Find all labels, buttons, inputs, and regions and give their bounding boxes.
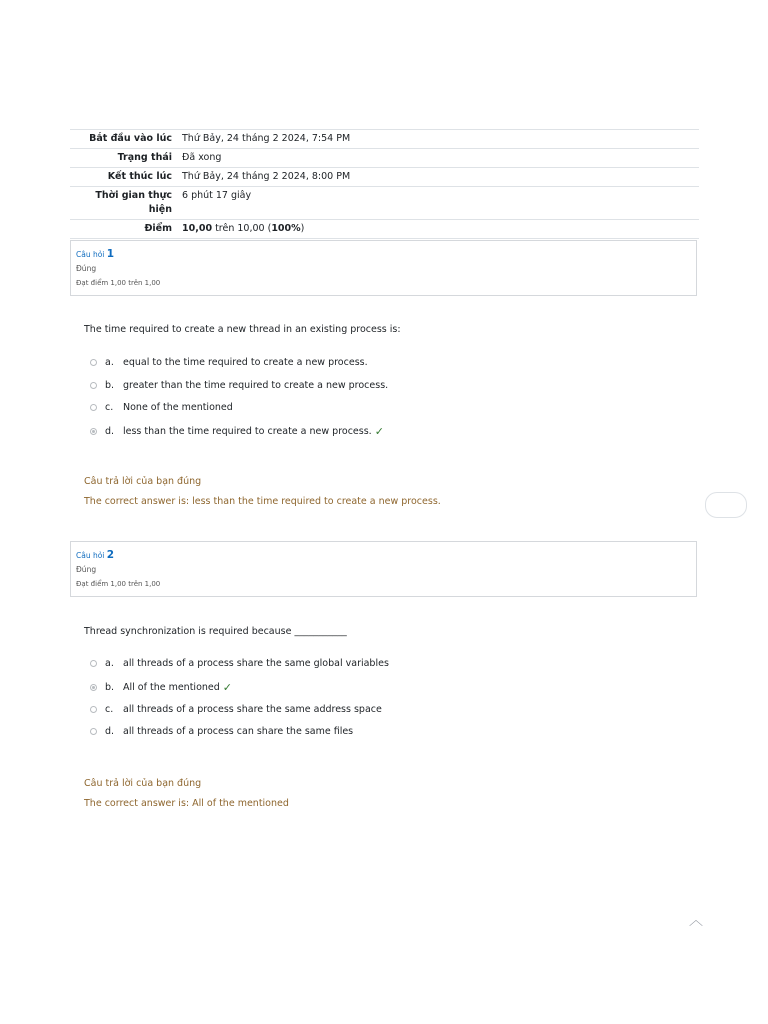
- radio-button[interactable]: [90, 706, 97, 713]
- correct-answer-text: The correct answer is: less than the time required to create a new process.: [84, 496, 441, 507]
- grade-end: ): [300, 223, 305, 234]
- chevron-up-icon[interactable]: ︿: [689, 913, 703, 929]
- feedback-text: Câu trả lời của bạn đúng: [84, 778, 202, 789]
- drawer-toggle-tab[interactable]: [705, 492, 747, 518]
- summary-value: [178, 220, 699, 239]
- answer-letter: c.: [105, 402, 114, 413]
- answer-letter: d.: [105, 426, 115, 437]
- answer-text: less than the time required to create a new process.: [123, 426, 372, 437]
- summary-label: Kết thúc lúc: [70, 168, 178, 187]
- answer-letter: c.: [105, 704, 114, 715]
- grade-mid: trên 10,00 (: [212, 223, 272, 234]
- question-info-1: [70, 240, 697, 296]
- answer-text: greater than the time required to create a new process.: [123, 380, 389, 391]
- radio-button[interactable]: [90, 359, 97, 366]
- check-icon: ✓: [222, 681, 232, 694]
- answer-text: None of the mentioned: [123, 402, 233, 413]
- summary-label: Điểm: [70, 220, 178, 239]
- summary-label: Bắt đầu vào lúc: [70, 130, 178, 149]
- grade-percent: 100%: [271, 223, 301, 234]
- answer-option[interactable]: [90, 726, 353, 737]
- summary-value: Thứ Bảy, 24 tháng 2 2024, 8:00 PM: [178, 168, 699, 187]
- summary-row-grade: [70, 220, 699, 239]
- answer-option[interactable]: [90, 380, 388, 391]
- summary-row-state: [70, 149, 699, 168]
- question-number: Câu hỏi 2: [76, 549, 115, 561]
- feedback-text: Câu trả lời của bạn đúng: [84, 476, 202, 487]
- question-grade: Đạt điểm 1,00 trên 1,00: [76, 279, 161, 287]
- answer-option-selected[interactable]: [90, 681, 232, 694]
- question-text: The time required to create a new thread in an existing process is:: [84, 324, 401, 335]
- grade-score: 10,00: [182, 223, 213, 234]
- summary-value: 6 phút 17 giây: [178, 187, 699, 220]
- answer-letter: d.: [105, 726, 115, 737]
- radio-button[interactable]: [90, 660, 97, 667]
- answer-option[interactable]: [90, 658, 389, 669]
- radio-button[interactable]: [90, 404, 97, 411]
- summary-value: Thứ Bảy, 24 tháng 2 2024, 7:54 PM: [178, 130, 699, 149]
- question-info-2: [70, 541, 697, 597]
- answer-letter: b.: [105, 682, 115, 693]
- summary-row-time-taken: [70, 187, 699, 220]
- question-grade: Đạt điểm 1,00 trên 1,00: [76, 580, 161, 588]
- summary-label: Thời gian thực hiện: [70, 187, 178, 220]
- question-text: Thread synchronization is required because ___________: [84, 626, 347, 637]
- check-icon: ✓: [374, 425, 384, 438]
- answer-letter: a.: [105, 357, 114, 368]
- answer-option[interactable]: [90, 704, 382, 715]
- answer-letter: b.: [105, 380, 115, 391]
- answer-letter: a.: [105, 658, 114, 669]
- answer-option[interactable]: [90, 357, 368, 368]
- question-state: Đúng: [76, 565, 97, 574]
- radio-button-checked[interactable]: [90, 428, 97, 435]
- question-state: Đúng: [76, 264, 97, 273]
- radio-button-checked[interactable]: [90, 684, 97, 691]
- summary-row-started: [70, 130, 699, 149]
- answer-text: all threads of a process share the same address space: [123, 704, 382, 715]
- correct-answer-text: The correct answer is: All of the mentioned: [84, 798, 289, 809]
- answer-option-selected[interactable]: [90, 425, 384, 438]
- question-number: Câu hỏi 1: [76, 248, 115, 260]
- answer-option[interactable]: [90, 402, 233, 413]
- attempt-summary-table: [70, 129, 699, 239]
- summary-label: Trạng thái: [70, 149, 178, 168]
- answer-text: all threads of a process can share the same files: [123, 726, 354, 737]
- radio-button[interactable]: [90, 382, 97, 389]
- summary-value: Đã xong: [178, 149, 699, 168]
- answer-text: equal to the time required to create a new process.: [123, 357, 368, 368]
- radio-button[interactable]: [90, 728, 97, 735]
- answer-text: all threads of a process share the same global variables: [123, 658, 389, 669]
- summary-row-completed: [70, 168, 699, 187]
- answer-text: All of the mentioned: [123, 682, 220, 693]
